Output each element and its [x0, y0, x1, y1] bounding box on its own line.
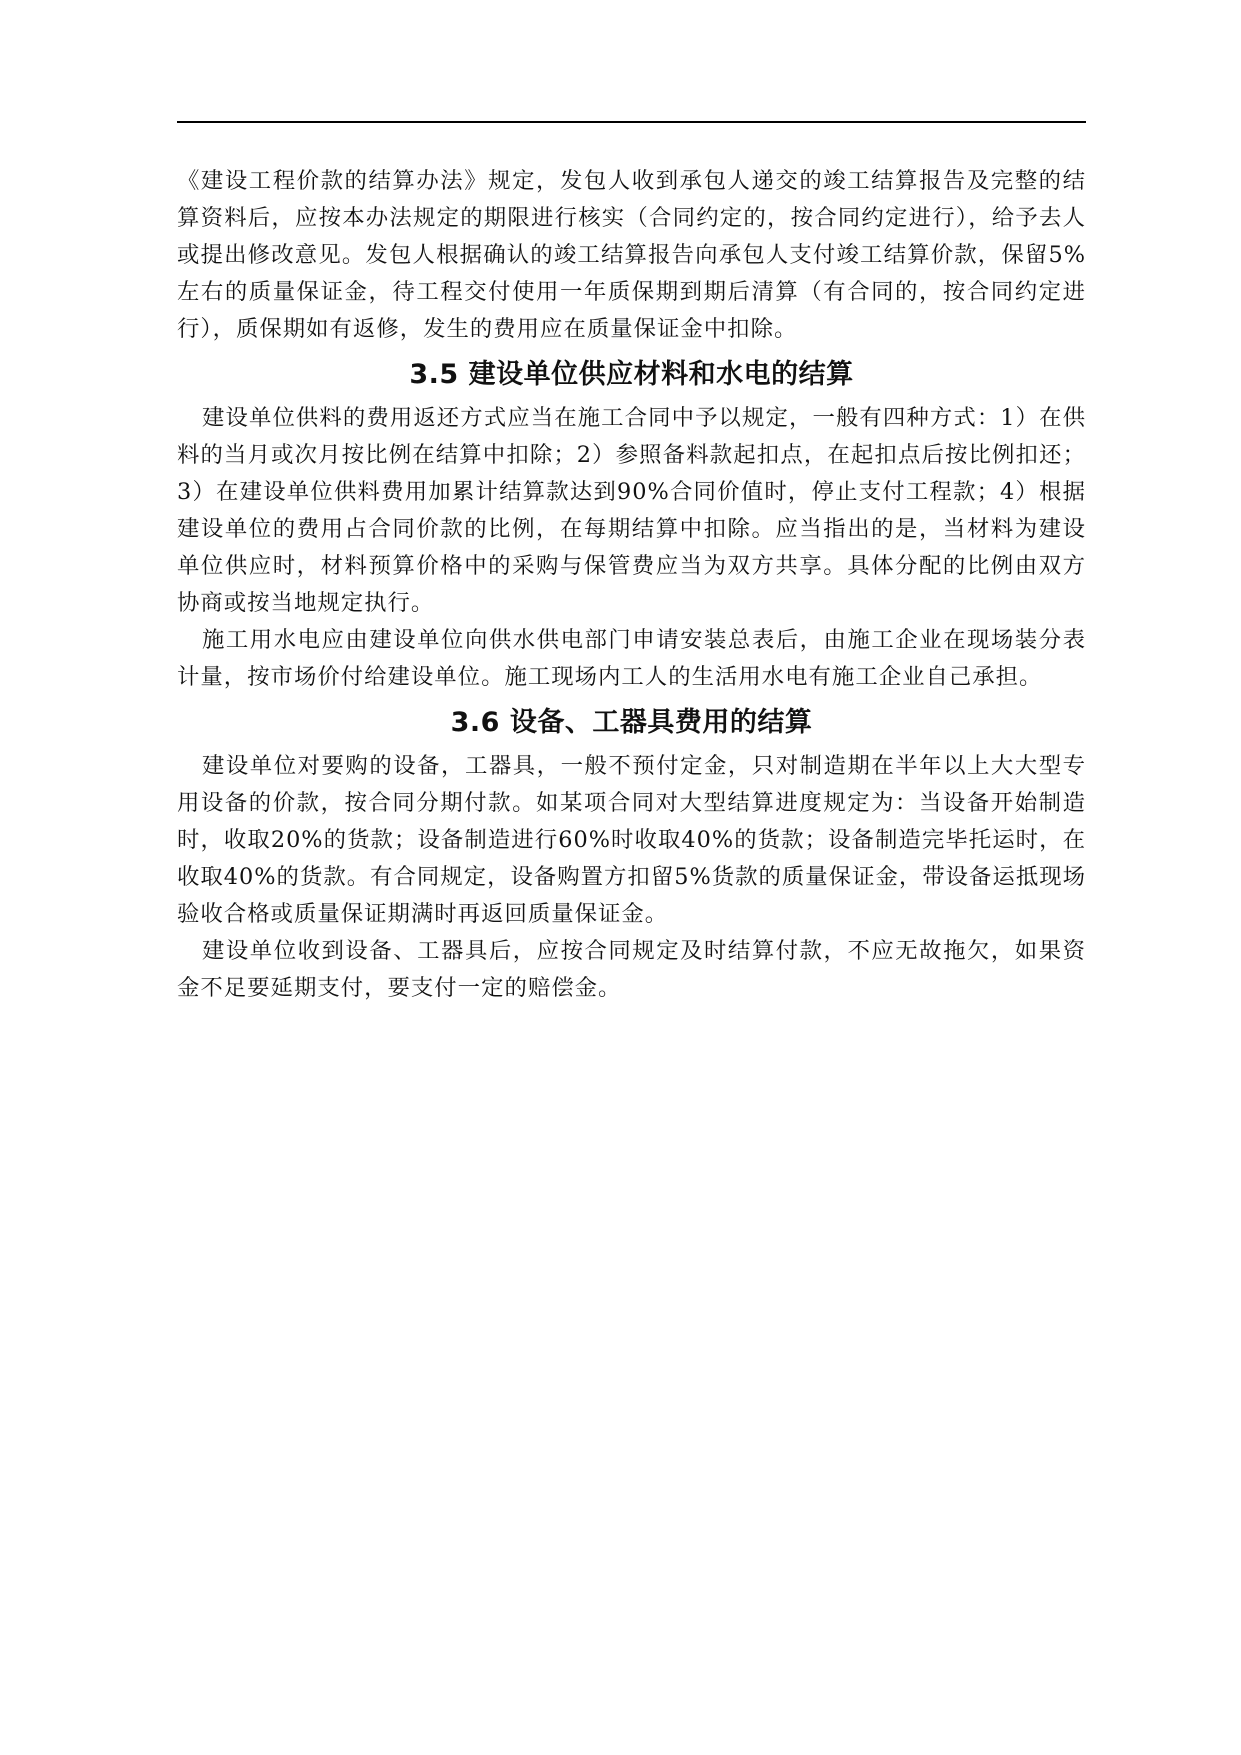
header-rule	[177, 121, 1086, 123]
section-3-5-paragraph-2: 施工用水电应由建设单位向供水供电部门申请安装总表后，由施工企业在现场装分表计量，按市场价付给建设单位。施工现场内工人的生活用水电有施工企业自己承担。	[177, 627, 1086, 690]
section-heading-3-6: 3.6 设备、工器具费用的结算	[450, 707, 813, 738]
section-3-5-paragraph-1: 建设单位供料的费用返还方式应当在施工合同中予以规定，一般有四种方式：1）在供料的当月或次月按比例在结算中扣除；2）参照备料款起扣点，在起扣点后按比例扣还；3）在建设单位供料费用加累计结算款达到90%合同价值时，停止支付工程款；4）根据建设单位的费用占合同价款的比例，在每期结算中扣除。应当指出的是，当材料为建设单位供应时，材料预算价格中的采购与保管费应当为双方共享。具体分配的比例由双方协商或按当地规定执行。	[177, 405, 1086, 616]
section-3-6-paragraph-1: 建设单位对要购的设备，工器具，一般不预付定金，只对制造期在半年以上大大型专用设备的价款，按合同分期付款。如某项合同对大型结算进度规定为：当设备开始制造时，收取20%的货款；设备制造进行60%时收取40%的货款；设备制造完毕托运时，在收取40%的货款。有合同规定，设备购置方扣留5%货款的质量保证金，带设备运抵现场验收合格或质量保证期满时再返回质量保证金。	[177, 753, 1086, 927]
page-body	[177, 163, 1086, 1007]
section-heading-3-5: 3.5 建设单位供应材料和水电的结算	[409, 359, 854, 390]
section-3-6-paragraph-2: 建设单位收到设备、工器具后，应按合同规定及时结算付款，不应无故拖欠，如果资金不足要延期支付，要支付一定的赔偿金。	[177, 938, 1086, 1001]
intro-paragraph: 《建设工程价款的结算办法》规定，发包人收到承包人递交的竣工结算报告及完整的结算资料后，应按本办法规定的期限进行核实（合同约定的，按合同约定进行），给予去人或提出修改意见。发包人根据确认的竣工结算报告向承包人支付竣工结算价款，保留5%左右的质量保证金，待工程交付使用一年质保期到期后清算（有合同的，按合同约定进行），质保期如有返修，发生的费用应在质量保证金中扣除。	[177, 168, 1086, 342]
